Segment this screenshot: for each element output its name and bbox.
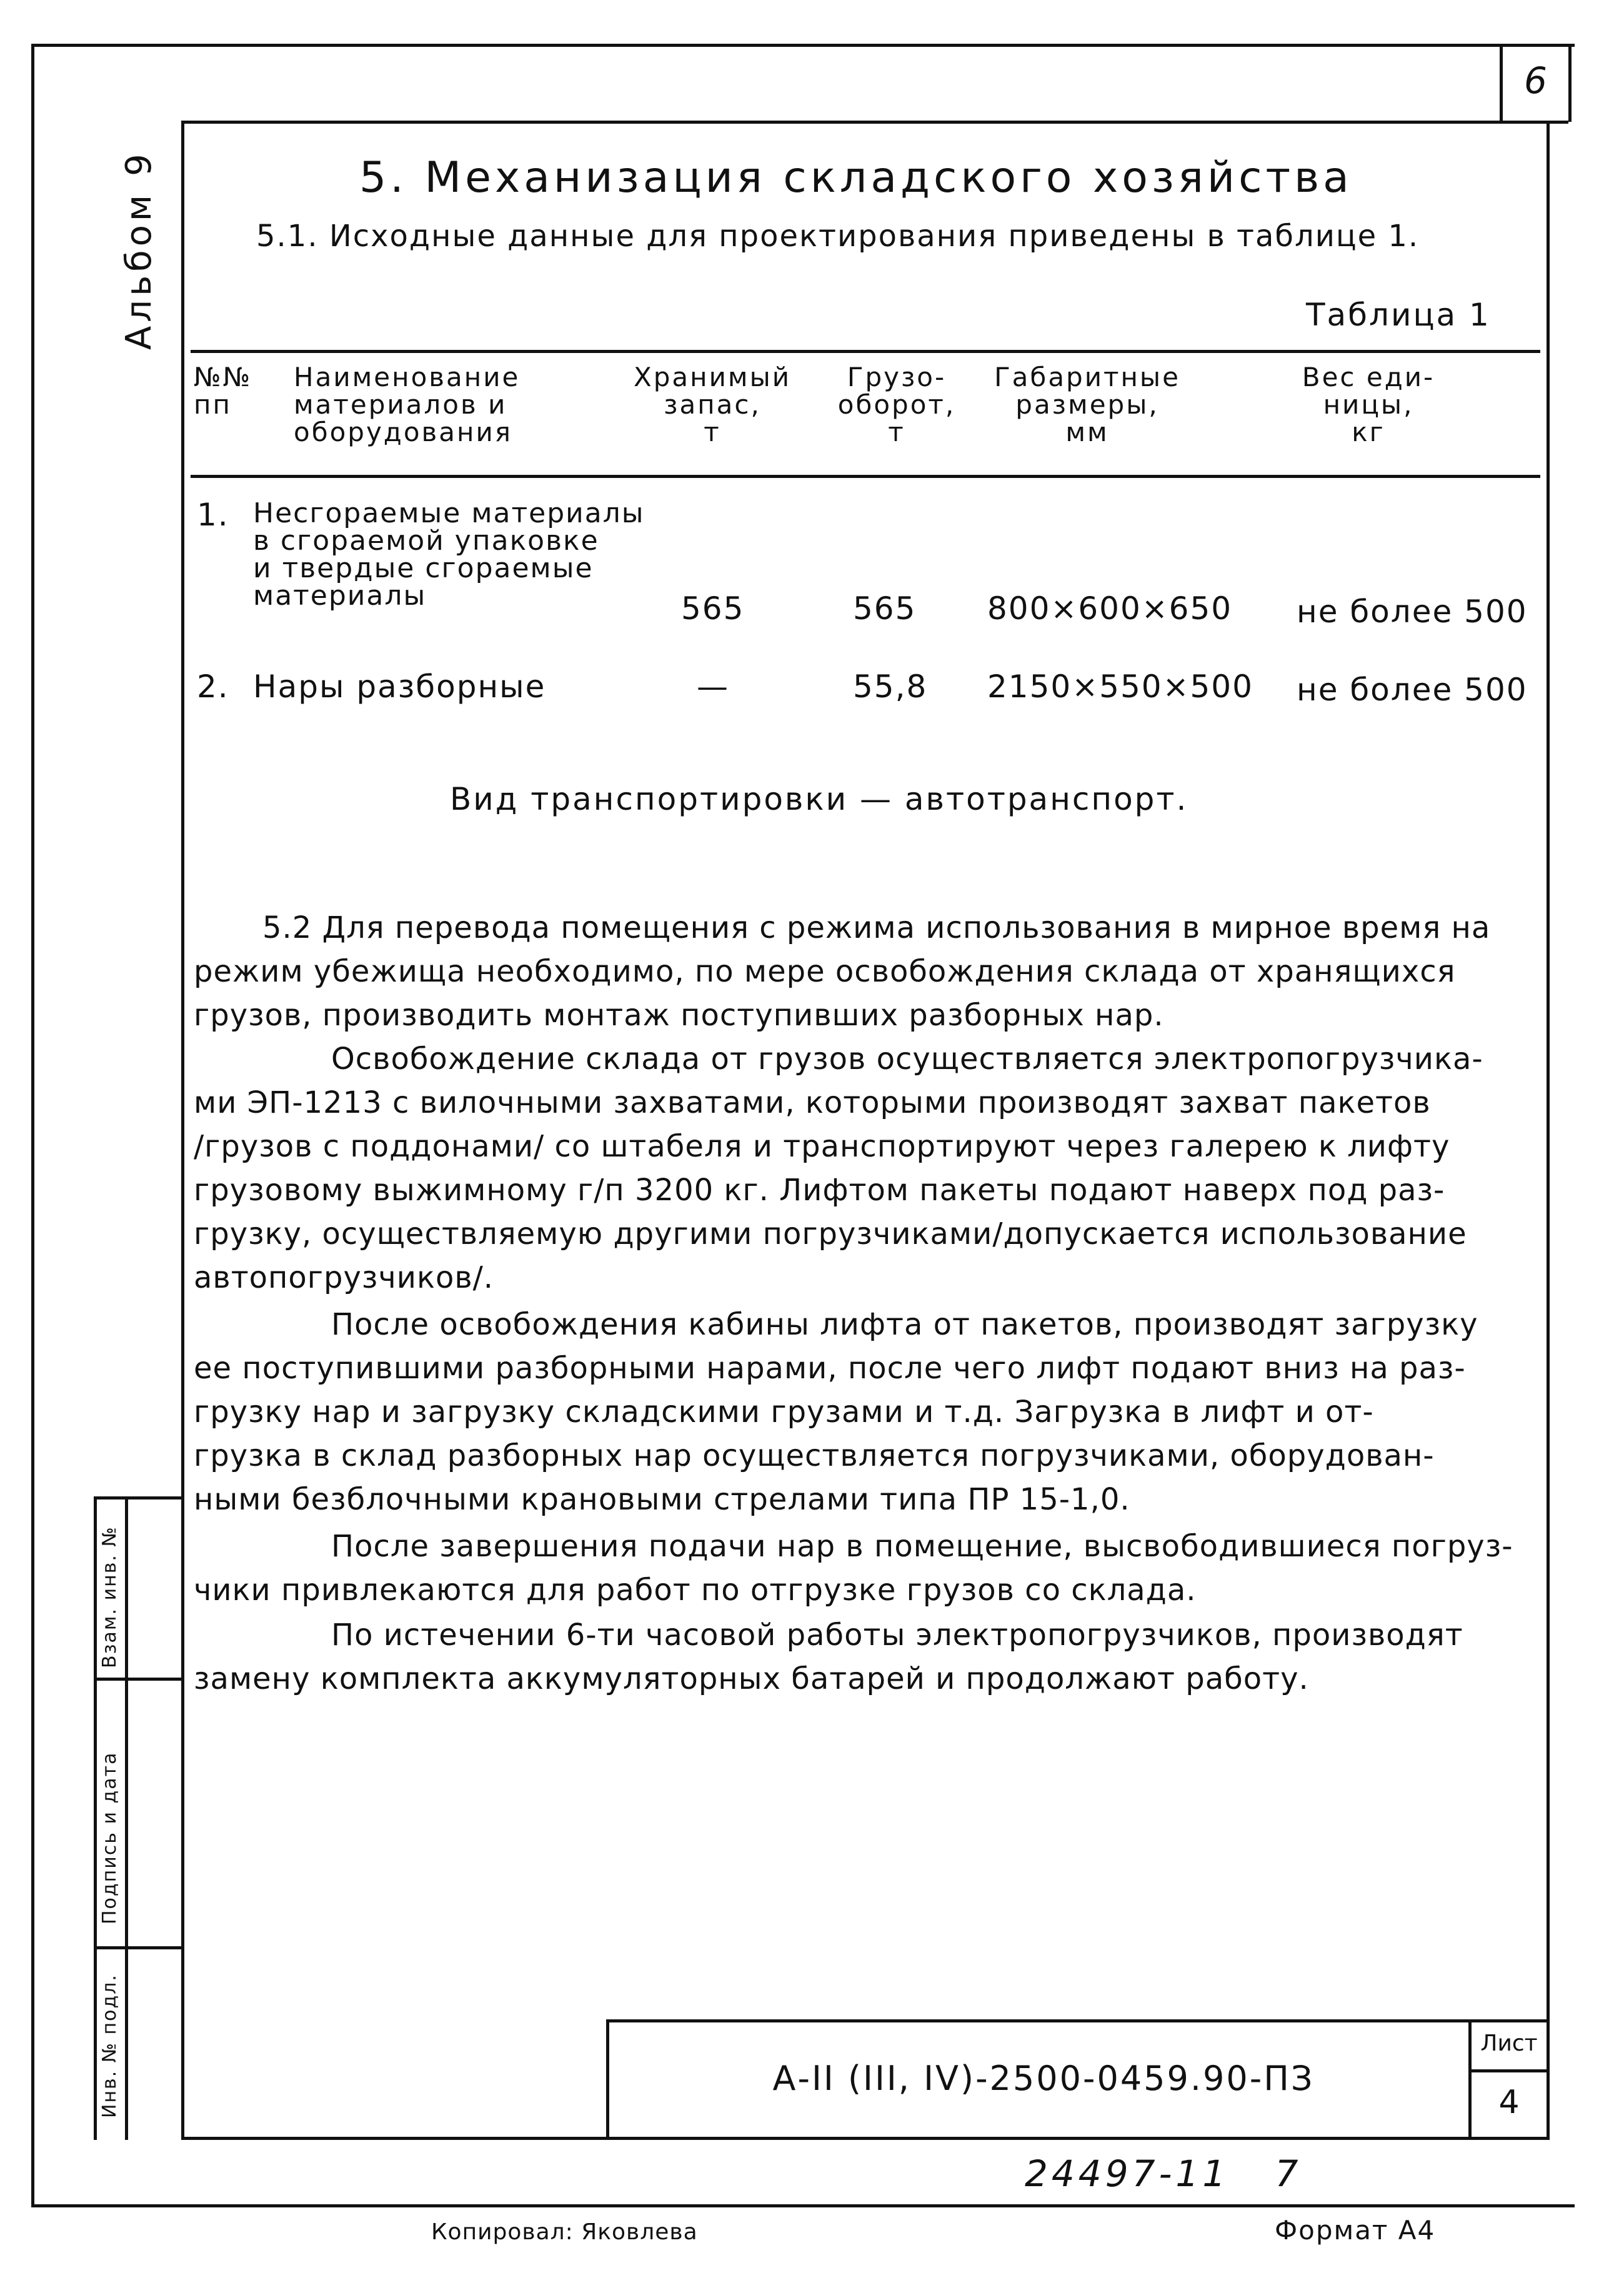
row1-stock: 565 — [681, 590, 745, 627]
row2-name: Нары разборные — [253, 669, 546, 705]
row1-name: Несгораемые материалы в сгораемой упаковке и твердые сгораемые материалы — [253, 497, 645, 612]
row2-size: 2150×550×500 — [987, 669, 1253, 705]
album-label: Альбом 9 — [119, 150, 159, 350]
row1-turnover: 565 — [853, 590, 917, 627]
header-turnover: Грузо- оборот, т — [837, 362, 956, 447]
paragraph-5-2: 5.2 Для перевода помещения с режима использования в мирное время на режим убежища необходимо, по мере освобождения склада от хранящихся грузов, производить монтаж поступивших разборных нар. — [194, 910, 1491, 1033]
stamp-label-inventory: Инв. № подл. — [99, 1974, 121, 2118]
stamp-label-signature: Подпись и дата — [99, 1751, 121, 1924]
header-weight: Вес еди- ницы, кг — [1302, 362, 1435, 447]
row2-number: 2. — [197, 669, 229, 705]
paragraph-completion: После завершения подачи нар в помещение, высвободившиеся погруз- чики привлекаются для работ по отгрузке грузов со склада. — [194, 1529, 1513, 1608]
intro-line: 5.1. Исходные данные для проектирования приведены в таблице 1. — [256, 219, 1420, 254]
page-number: 6 — [1524, 59, 1547, 102]
table-caption: Таблица 1 — [1306, 297, 1491, 333]
archive-number: 24497-11 7 — [1025, 2152, 1302, 2195]
paragraph-batteries: По истечении 6-ти часовой работы электропогрузчиков, производят замену комплекта аккумуляторных батарей и продолжают работу. — [194, 1618, 1463, 1696]
row2-weight: не более 500 — [1297, 672, 1528, 708]
sheet-number: 4 — [1498, 2084, 1520, 2121]
row2-stock: — — [697, 669, 729, 705]
header-name: Наименование материалов и оборудования — [294, 362, 521, 447]
row1-weight: не более 500 — [1297, 594, 1528, 630]
header-size: Габаритные размеры, мм — [994, 362, 1180, 447]
header-number: №№ пп — [194, 362, 252, 420]
header-stock: Хранимый запас, т — [633, 362, 792, 447]
row1-size: 800×600×650 — [987, 590, 1233, 627]
paragraph-lift: После освобождения кабины лифта от пакетов, производят загрузку ее поступившими разборными нарами, после чего лифт подают вниз на раз- грузку нар и загрузку складскими грузами и т.д. Загрузка в лифт и от- грузка в склад разборных нар осуществляется погрузчиками, оборудован- ными безблочными крановыми стрелами типа ПР 15-1,0. — [194, 1307, 1478, 1517]
document-code: А-II (III, IV)-2500-0459.90-ПЗ — [772, 2059, 1315, 2098]
sheet-label: Лист — [1480, 2031, 1538, 2056]
paper-format: Формат А4 — [1275, 2215, 1436, 2246]
paragraph-unloading: Освобождение склада от грузов осуществляется электропогрузчика- ми ЭП-1213 с вилочными захватами, которыми производят захват пакетов /грузов с поддонами/ со штабеля и транспортируют через галерею к лифту грузовому выжимному г/п 3200 кг. Лифтом пакеты подают наверх под раз- грузку, осуществляемую другими погрузчиками/допускается использование автопогрузчиков/. — [194, 1042, 1483, 1295]
section-title: 5. Механизация складского хозяйства — [359, 153, 1353, 202]
stamp-label-replacement: Взам. инв. № — [99, 1526, 121, 1668]
row2-turnover: 55,8 — [853, 669, 928, 705]
row1-number: 1. — [197, 497, 229, 533]
transport-line: Вид транспортировки — автотранспорт. — [450, 781, 1188, 817]
copied-by: Копировал: Яковлева — [431, 2219, 698, 2245]
